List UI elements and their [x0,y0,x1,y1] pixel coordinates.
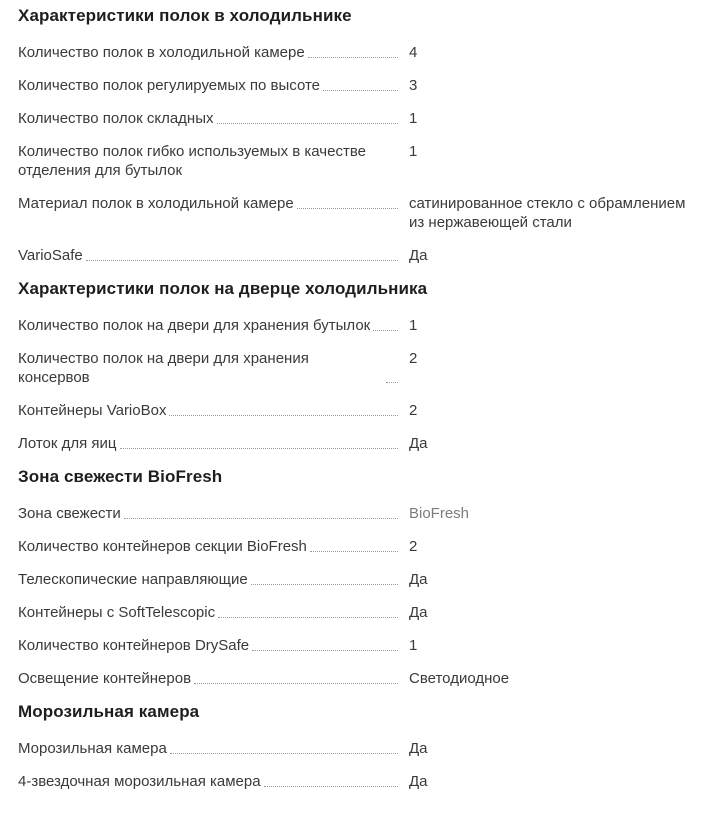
spec-row-left [18,537,400,556]
spec-row [18,537,704,556]
leader-dots [386,381,398,383]
spec-row [18,246,704,265]
spec-row-left [18,739,400,758]
spec-label: Количество контейнеров DrySafe [18,637,250,654]
spec-value: 3 [409,77,418,94]
spec-label: Количество полок на двери для хранения бутылок [18,317,371,334]
leader-dots [252,649,398,651]
spec-section [18,702,704,791]
spec-row [18,570,704,589]
spec-label: Морозильная камера [18,740,167,757]
leader-dots [170,752,398,754]
leader-dots [194,682,398,684]
spec-value: 1 [409,317,418,334]
spec-value: Да [409,773,428,790]
spec-value: 1 [409,110,418,127]
spec-row-left [18,772,400,791]
spec-value: 1 [409,143,418,160]
spec-row [18,316,704,335]
spec-row-left [18,246,400,265]
spec-row-left [18,76,400,95]
spec-row-left [18,109,400,128]
spec-label: Телескопические направляющие [18,571,248,588]
spec-label: VarioSafe [18,247,83,264]
spec-value: Да [409,740,428,757]
spec-label: Контейнеры VarioBox [18,402,167,419]
spec-row [18,434,704,453]
spec-row [18,43,704,62]
spec-label: Количество полок регулируемых по высоте [18,77,321,94]
spec-row [18,349,704,387]
spec-row-left [18,434,400,453]
spec-label: Количество полок гибко используемых в качестве отделения для бутылок [18,143,366,179]
leader-dots [297,207,398,209]
leader-dots [169,414,398,416]
spec-row [18,772,704,791]
leader-dots [251,583,398,585]
spec-row-left [18,636,400,655]
spec-row [18,194,704,232]
spec-row-left [18,43,400,62]
leader-dots [373,329,398,331]
leader-dots [310,550,398,552]
spec-row [18,504,704,523]
spec-row-left [18,349,400,387]
spec-label: Контейнеры с SoftTelescopic [18,604,216,621]
leader-dots [120,447,398,449]
spec-value: Да [409,604,428,621]
spec-label: Материал полок в холодильной камере [18,195,294,212]
spec-value: 2 [409,350,418,367]
spec-value: 4 [409,44,418,61]
spec-list [18,6,704,791]
spec-row-left [18,570,400,589]
spec-value: 2 [409,402,418,419]
leader-dots [308,56,398,58]
spec-value: Да [409,435,428,452]
spec-value: 2 [409,538,418,555]
spec-label: Зона свежести [18,505,121,522]
leader-dots [217,122,399,124]
section-title: Характеристики полок в холодильнике [18,6,352,25]
spec-label: 4-звездочная морозильная камера [18,773,261,790]
spec-section [18,467,704,688]
section-title: Морозильная камера [18,702,200,721]
spec-label: Количество контейнеров секции BioFresh [18,538,307,555]
spec-row-left [18,504,400,523]
spec-section [18,279,704,453]
spec-row [18,603,704,622]
spec-row-left [18,316,400,335]
leader-dots [218,616,398,618]
spec-row [18,739,704,758]
spec-value: сатинированное стекло с обрамлением из нержавеющей стали [409,195,686,231]
spec-label: Количество полок на двери для хранения консервов [18,350,309,386]
spec-row-left [18,669,400,688]
spec-label: Лоток для яиц [18,435,117,452]
spec-value: Светодиодное [409,670,510,687]
spec-row [18,76,704,95]
spec-value: 1 [409,637,418,654]
spec-label: Освещение контейнеров [18,670,192,687]
section-title: Характеристики полок на дверце холодильника [18,279,428,298]
leader-dots [124,517,398,519]
spec-row-left [18,194,400,213]
spec-row [18,142,704,180]
leader-dots [323,89,398,91]
leader-dots [86,259,398,261]
spec-row [18,669,704,688]
spec-value: Да [409,247,428,264]
spec-row-left [18,142,400,180]
spec-label: Количество полок в холодильной камере [18,44,305,61]
spec-value: Да [409,571,428,588]
spec-section [18,6,704,265]
spec-row-left [18,401,400,420]
spec-row [18,109,704,128]
spec-label: Количество полок складных [18,110,214,127]
spec-value: BioFresh [409,505,470,522]
section-title: Зона свежести BioFresh [18,467,223,486]
leader-dots [264,785,398,787]
spec-row-left [18,603,400,622]
spec-row [18,636,704,655]
spec-row [18,401,704,420]
